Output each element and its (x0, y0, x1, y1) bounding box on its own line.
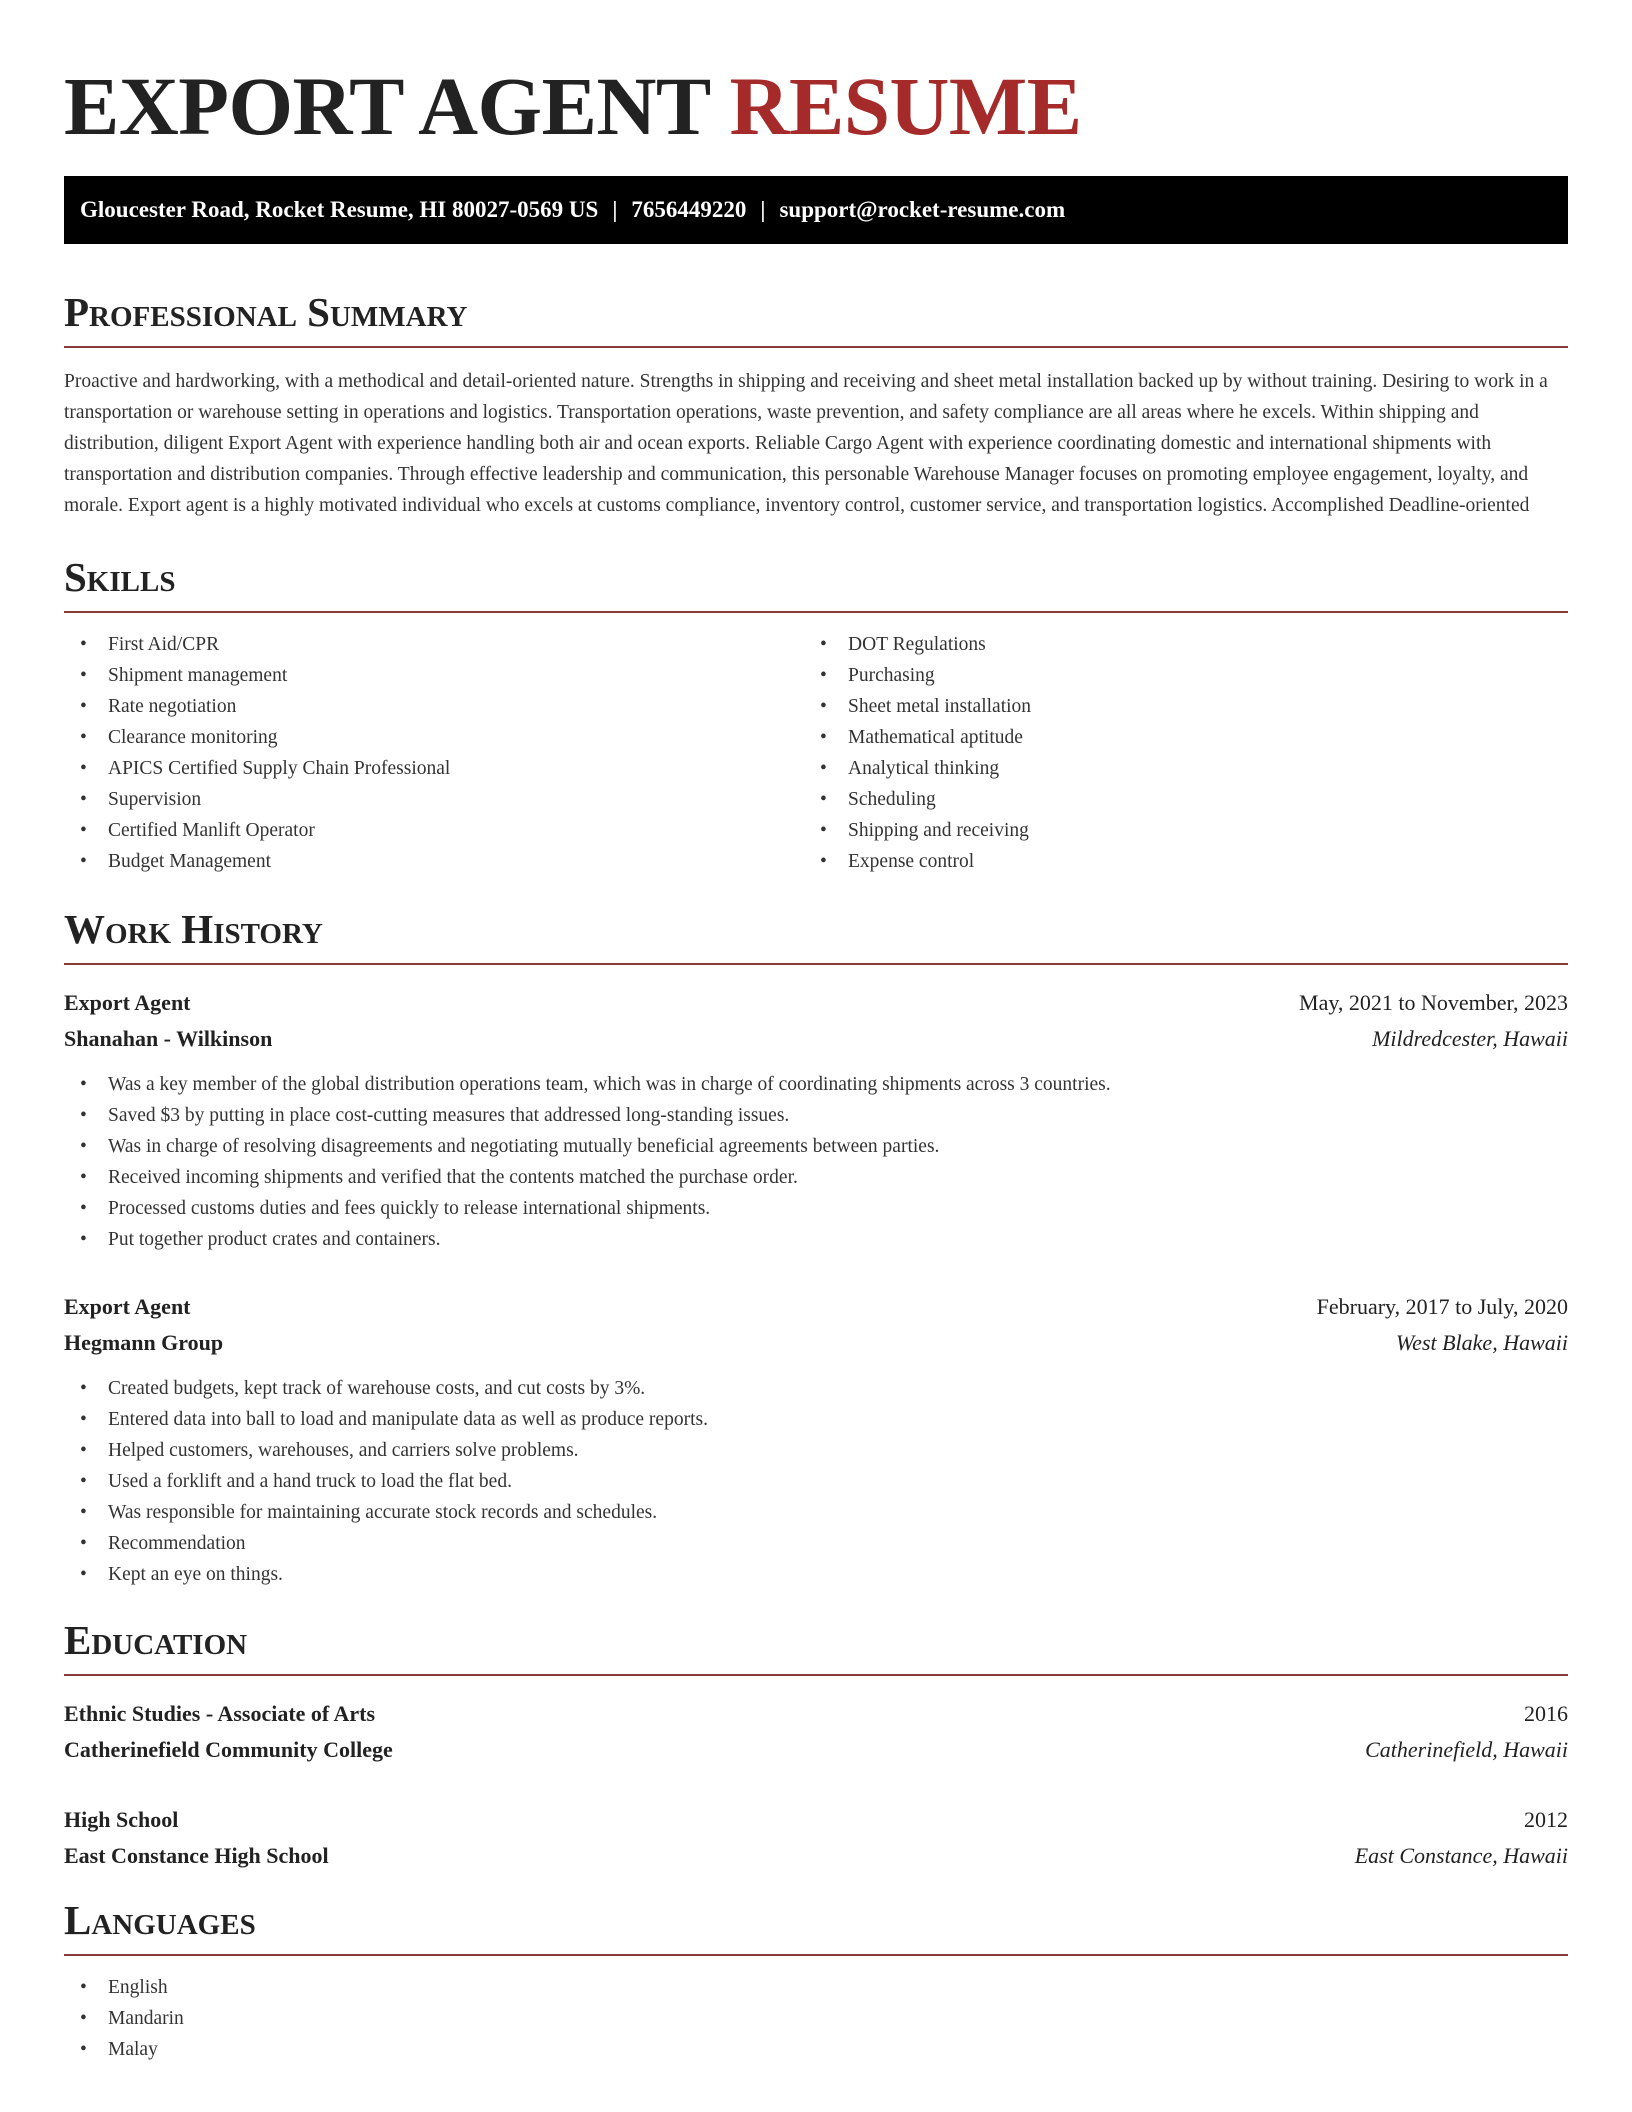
skill-item: • Supervision (64, 784, 804, 815)
job-header (64, 985, 1568, 1021)
job-bullet: • Was in charge of resolving disagreements and negotiating mutually beneficial agreements between parties. (64, 1131, 1568, 1162)
job-bullet: • Entered data into ball to load and manipulate data as well as produce reports. (64, 1404, 1568, 1435)
resume-page (64, 0, 1568, 2065)
job-header (64, 1289, 1568, 1325)
education-entry (64, 1696, 1568, 1768)
education-header (64, 1802, 1568, 1838)
job-entry (64, 985, 1568, 1255)
education-location: East Constance, Hawaii (1354, 1843, 1568, 1868)
education-location: Catherinefield, Hawaii (1365, 1737, 1568, 1762)
job-bullet: • Received incoming shipments and verified that the contents matched the purchase order. (64, 1162, 1568, 1193)
education-header (64, 1696, 1568, 1732)
skill-item: • Shipment management (64, 660, 804, 691)
education-heading: Education (64, 1616, 1568, 1676)
job-bullets (64, 1373, 1568, 1590)
skill-item: • Analytical thinking (804, 753, 1544, 784)
job-dates: May, 2021 to November, 2023 (1299, 990, 1568, 1015)
resume-title (64, 58, 1568, 154)
skill-item: • Rate negotiation (64, 691, 804, 722)
education-year: 2016 (1524, 1701, 1568, 1726)
job-bullet: • Created budgets, kept track of warehouse costs, and cut costs by 3%. (64, 1373, 1568, 1404)
contact-phone: 7656449220 (631, 197, 747, 222)
job-bullet: • Helped customers, warehouses, and carriers solve problems. (64, 1435, 1568, 1466)
contact-separator: | (612, 197, 618, 222)
contact-email: support@rocket-resume.com (779, 197, 1066, 222)
education-entry (64, 1802, 1568, 1874)
skills-heading: Skills (64, 553, 1568, 613)
title-main: EXPORT AGENT (64, 60, 710, 152)
job-title: Export Agent (64, 990, 191, 1015)
language-item: • Malay (64, 2034, 1568, 2065)
contact-address: Gloucester Road, Rocket Resume, HI 80027-0569 US (80, 197, 599, 222)
job-company: Shanahan - Wilkinson (64, 1026, 273, 1051)
job-bullet: • Saved $3 by putting in place cost-cutting measures that addressed long-standing issues. (64, 1100, 1568, 1131)
skill-item: • Certified Manlift Operator (64, 815, 804, 846)
skills-column-left (64, 629, 804, 877)
skill-item: • Purchasing (804, 660, 1544, 691)
language-item: • Mandarin (64, 2003, 1568, 2034)
skill-item: • Mathematical aptitude (804, 722, 1544, 753)
skill-item: • Sheet metal installation (804, 691, 1544, 722)
education-degree: Ethnic Studies - Associate of Arts (64, 1701, 376, 1726)
job-dates: February, 2017 to July, 2020 (1316, 1294, 1568, 1319)
skill-item: • Shipping and receiving (804, 815, 1544, 846)
summary-heading: Professional Summary (64, 288, 1568, 348)
education-subheader (64, 1838, 1568, 1874)
education-school: Catherinefield Community College (64, 1737, 393, 1762)
skill-item: • APICS Certified Supply Chain Professional (64, 753, 804, 784)
work-history-heading: Work History (64, 905, 1568, 965)
job-bullet: • Processed customs duties and fees quickly to release international shipments. (64, 1193, 1568, 1224)
education-degree: High School (64, 1807, 179, 1832)
contact-separator: | (760, 197, 766, 222)
job-bullet: • Was a key member of the global distribution operations team, which was in charge of coordinating shipments across 3 countries. (64, 1069, 1568, 1100)
skill-item: • Expense control (804, 846, 1544, 877)
education-subheader (64, 1732, 1568, 1768)
language-item: • English (64, 1972, 1568, 2003)
job-subheader (64, 1325, 1568, 1361)
job-bullet: • Put together product crates and containers. (64, 1224, 1568, 1255)
skill-item: • Budget Management (64, 846, 804, 877)
languages-heading: Languages (64, 1896, 1568, 1956)
title-accent: RESUME (729, 60, 1082, 152)
job-subheader (64, 1021, 1568, 1057)
skill-item: • First Aid/CPR (64, 629, 804, 660)
job-bullet: • Used a forklift and a hand truck to load the flat bed. (64, 1466, 1568, 1497)
job-bullet: • Was responsible for maintaining accurate stock records and schedules. (64, 1497, 1568, 1528)
skills-column-right (804, 629, 1544, 877)
job-location: Mildredcester, Hawaii (1372, 1026, 1568, 1051)
job-company: Hegmann Group (64, 1330, 224, 1355)
skill-item: • Clearance monitoring (64, 722, 804, 753)
skill-item: • Scheduling (804, 784, 1544, 815)
job-title: Export Agent (64, 1294, 191, 1319)
job-bullets (64, 1069, 1568, 1255)
languages-list (64, 1972, 1568, 2065)
job-location: West Blake, Hawaii (1395, 1330, 1568, 1355)
education-year: 2012 (1524, 1807, 1568, 1832)
skill-item: • DOT Regulations (804, 629, 1544, 660)
summary-text: Proactive and hardworking, with a methodical and detail-oriented nature. Strengths in shipping and receiving and sheet metal installation backed up by without training. Desiring to work in a transportation or warehouse setting in operations and logistics. Transportation operations, waste prevention, and safety compliance are all areas where he excels. Within shipping and distribution, diligent Export Agent with experience handling both air and ocean exports. Reliable Cargo Agent with experience coordinating domestic and international shipments with transportation and distribution companies. Through effective leadership and communication, this personable Warehouse Manager focuses on promoting employee engagement, loyalty, and morale. Export agent is a highly motivated individual who excels at customs compliance, inventory control, customer service, and transportation logistics. Accomplished Deadline-oriented (64, 371, 1548, 516)
contact-bar (64, 176, 1568, 244)
skills-list (64, 629, 1568, 877)
education-school: East Constance High School (64, 1843, 329, 1868)
job-bullet: • Kept an eye on things. (64, 1559, 1568, 1590)
job-bullet: • Recommendation (64, 1528, 1568, 1559)
job-entry (64, 1289, 1568, 1590)
